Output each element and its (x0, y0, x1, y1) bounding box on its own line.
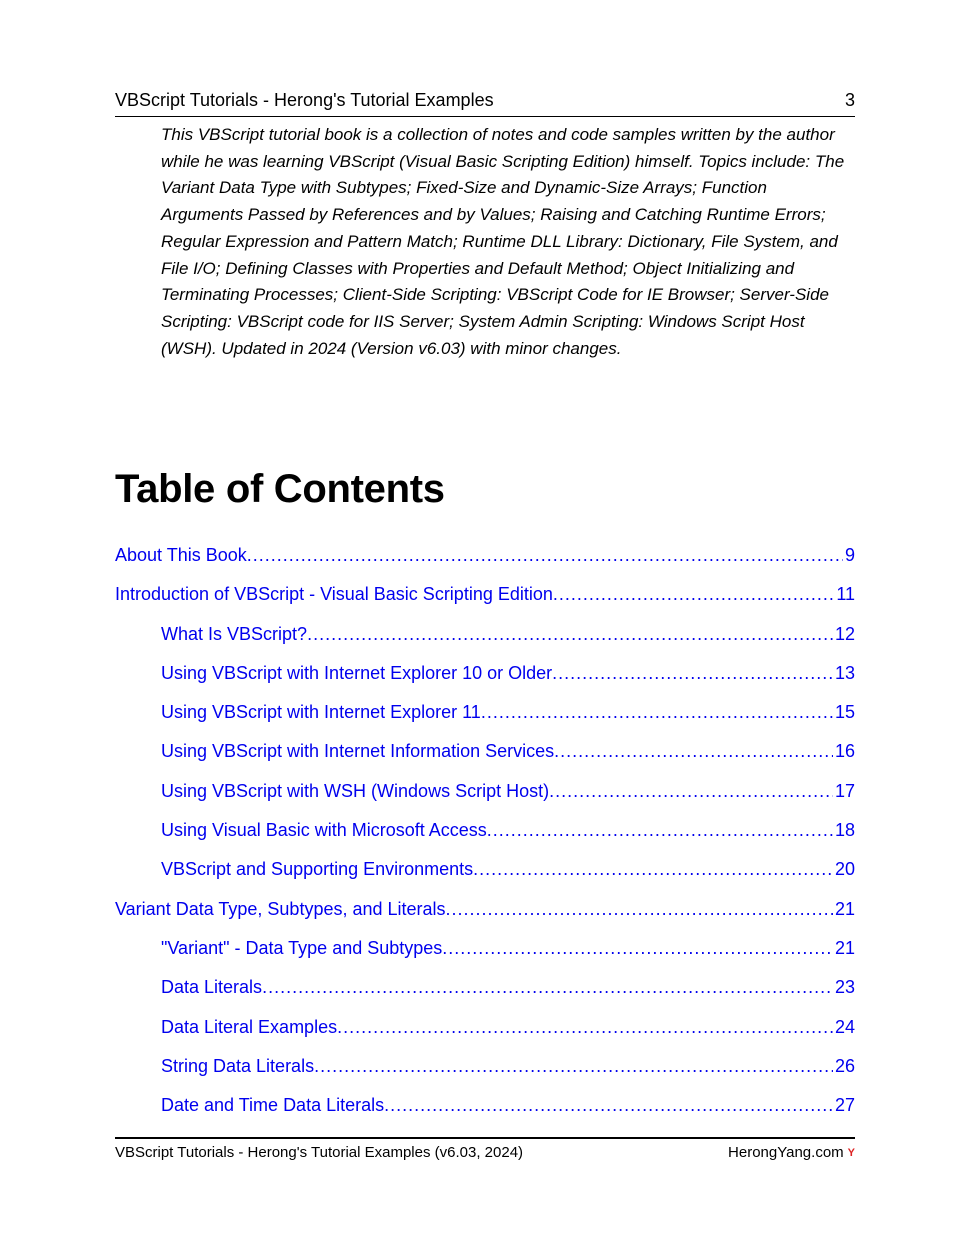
toc-entry-page: 9 (844, 545, 855, 565)
toc-entry-title: String Data Literals (161, 1055, 315, 1076)
dot-leader (552, 663, 833, 684)
toc-entry-title: Variant Data Type, Subtypes, and Literals (115, 898, 446, 919)
dot-leader (442, 938, 833, 959)
toc-entry-title: Using VBScript with Internet Explorer 11 (161, 702, 481, 723)
page-header (115, 90, 855, 117)
toc-entry-page: 16 (834, 741, 855, 762)
toc-entry-ie11[interactable] (161, 702, 855, 741)
toc-entry-title: About This Book (115, 545, 247, 565)
toc-entry-page: 17 (834, 780, 855, 801)
toc-entry-title: Using Visual Basic with Microsoft Access (161, 820, 487, 841)
dot-leader (487, 820, 833, 841)
toc-entry-about-this-book[interactable] (115, 545, 855, 584)
toc-entry-variant-subtypes[interactable] (161, 938, 855, 977)
toc-entry-page: 13 (834, 662, 855, 683)
dot-leader (307, 624, 833, 645)
toc-entry-string-data-literals[interactable] (161, 1056, 855, 1095)
toc-entry-title: Using VBScript with Internet Information Services (161, 741, 555, 762)
footer-site (728, 1144, 855, 1161)
dot-leader (247, 545, 843, 566)
toc-entry-page: 21 (834, 937, 855, 958)
footer-title: VBScript Tutorials - Herong's Tutorial Examples (v6.03, 2024) (115, 1144, 524, 1161)
toc-entry-iis[interactable] (161, 741, 855, 780)
toc-entry-data-literals[interactable] (161, 977, 855, 1016)
toc-entry-title: Data Literals (161, 977, 263, 998)
footer-site-name: HerongYang.com (728, 1144, 844, 1161)
site-logo-icon: Y (847, 1147, 855, 1160)
dot-leader (446, 899, 833, 920)
header-page-number: 3 (844, 90, 855, 110)
toc-entry-title: Introduction of VBScript - Visual Basic Scripting Edition (115, 584, 553, 605)
table-of-contents (115, 545, 855, 1134)
book-abstract: This VBScript tutorial book is a collection of notes and code samples written by the author while he was learning VBScript (Visual Basic Scripting Edition) himself. Topics include: The Variant Data Type with Subtypes; Fixed-Size and Dynamic-Size Arrays; Function Arguments Passed by References and by Values; Raising and Catching Runtime Errors; Regular Expression and Pattern Match; Runtime DLL Library: Dictionary, File System, and File I/O; Defining Classes with Properties and Default Method; Object Initializing and Terminating Processes; Client-Side Scripting: VBScript Code for IE Browser; Server-Side Scripting: VBScript code for IIS Server; System Admin Scripting: Windows Script Host (WSH). Updated in 2024 (Version v6.03) with minor changes. (161, 125, 845, 358)
toc-entry-page: 20 (834, 859, 855, 880)
toc-entry-page: 24 (834, 1016, 855, 1037)
toc-entry-page: 21 (834, 898, 855, 919)
dot-leader (262, 977, 833, 998)
toc-entry-title: VBScript and Supporting Environments (161, 859, 474, 880)
toc-entry-page: 15 (834, 702, 855, 723)
header-title: VBScript Tutorials - Herong's Tutorial Examples (115, 90, 494, 110)
dot-leader (481, 702, 833, 723)
toc-entry-title: What Is VBScript? (161, 623, 308, 644)
dot-leader (554, 741, 833, 762)
toc-entry-wsh[interactable] (161, 781, 855, 820)
toc-entry-title: Using VBScript with Internet Explorer 10 or Older (161, 662, 553, 683)
toc-entry-supporting-environments[interactable] (161, 859, 855, 898)
dot-leader (549, 781, 833, 802)
toc-entry-introduction[interactable] (115, 584, 855, 623)
toc-entry-title: Date and Time Data Literals (161, 1095, 385, 1116)
toc-entry-variant-data-type[interactable] (115, 899, 855, 938)
dot-leader (314, 1056, 833, 1077)
toc-entry-page: 12 (834, 623, 855, 644)
dot-leader (473, 859, 833, 880)
dot-leader (384, 1095, 833, 1116)
toc-heading: Table of Contents (115, 467, 445, 511)
toc-entry-date-time-literals[interactable] (161, 1095, 855, 1134)
page-footer (115, 1137, 855, 1161)
toc-entry-data-literal-examples[interactable] (161, 1017, 855, 1056)
dot-leader (553, 584, 834, 605)
toc-entry-title: Using VBScript with WSH (Windows Script Host) (161, 780, 550, 801)
toc-entry-ie10[interactable] (161, 663, 855, 702)
toc-entry-page: 11 (836, 584, 855, 605)
toc-entry-ms-access[interactable] (161, 820, 855, 859)
toc-entry-what-is-vbscript[interactable] (161, 624, 855, 663)
toc-entry-title: Data Literal Examples (161, 1016, 338, 1037)
toc-entry-page: 23 (834, 977, 855, 998)
toc-entry-page: 18 (834, 820, 855, 841)
dot-leader (337, 1017, 833, 1038)
toc-entry-page: 27 (834, 1095, 855, 1116)
toc-entry-page: 26 (834, 1055, 855, 1076)
toc-entry-title: "Variant" - Data Type and Subtypes (161, 937, 443, 958)
